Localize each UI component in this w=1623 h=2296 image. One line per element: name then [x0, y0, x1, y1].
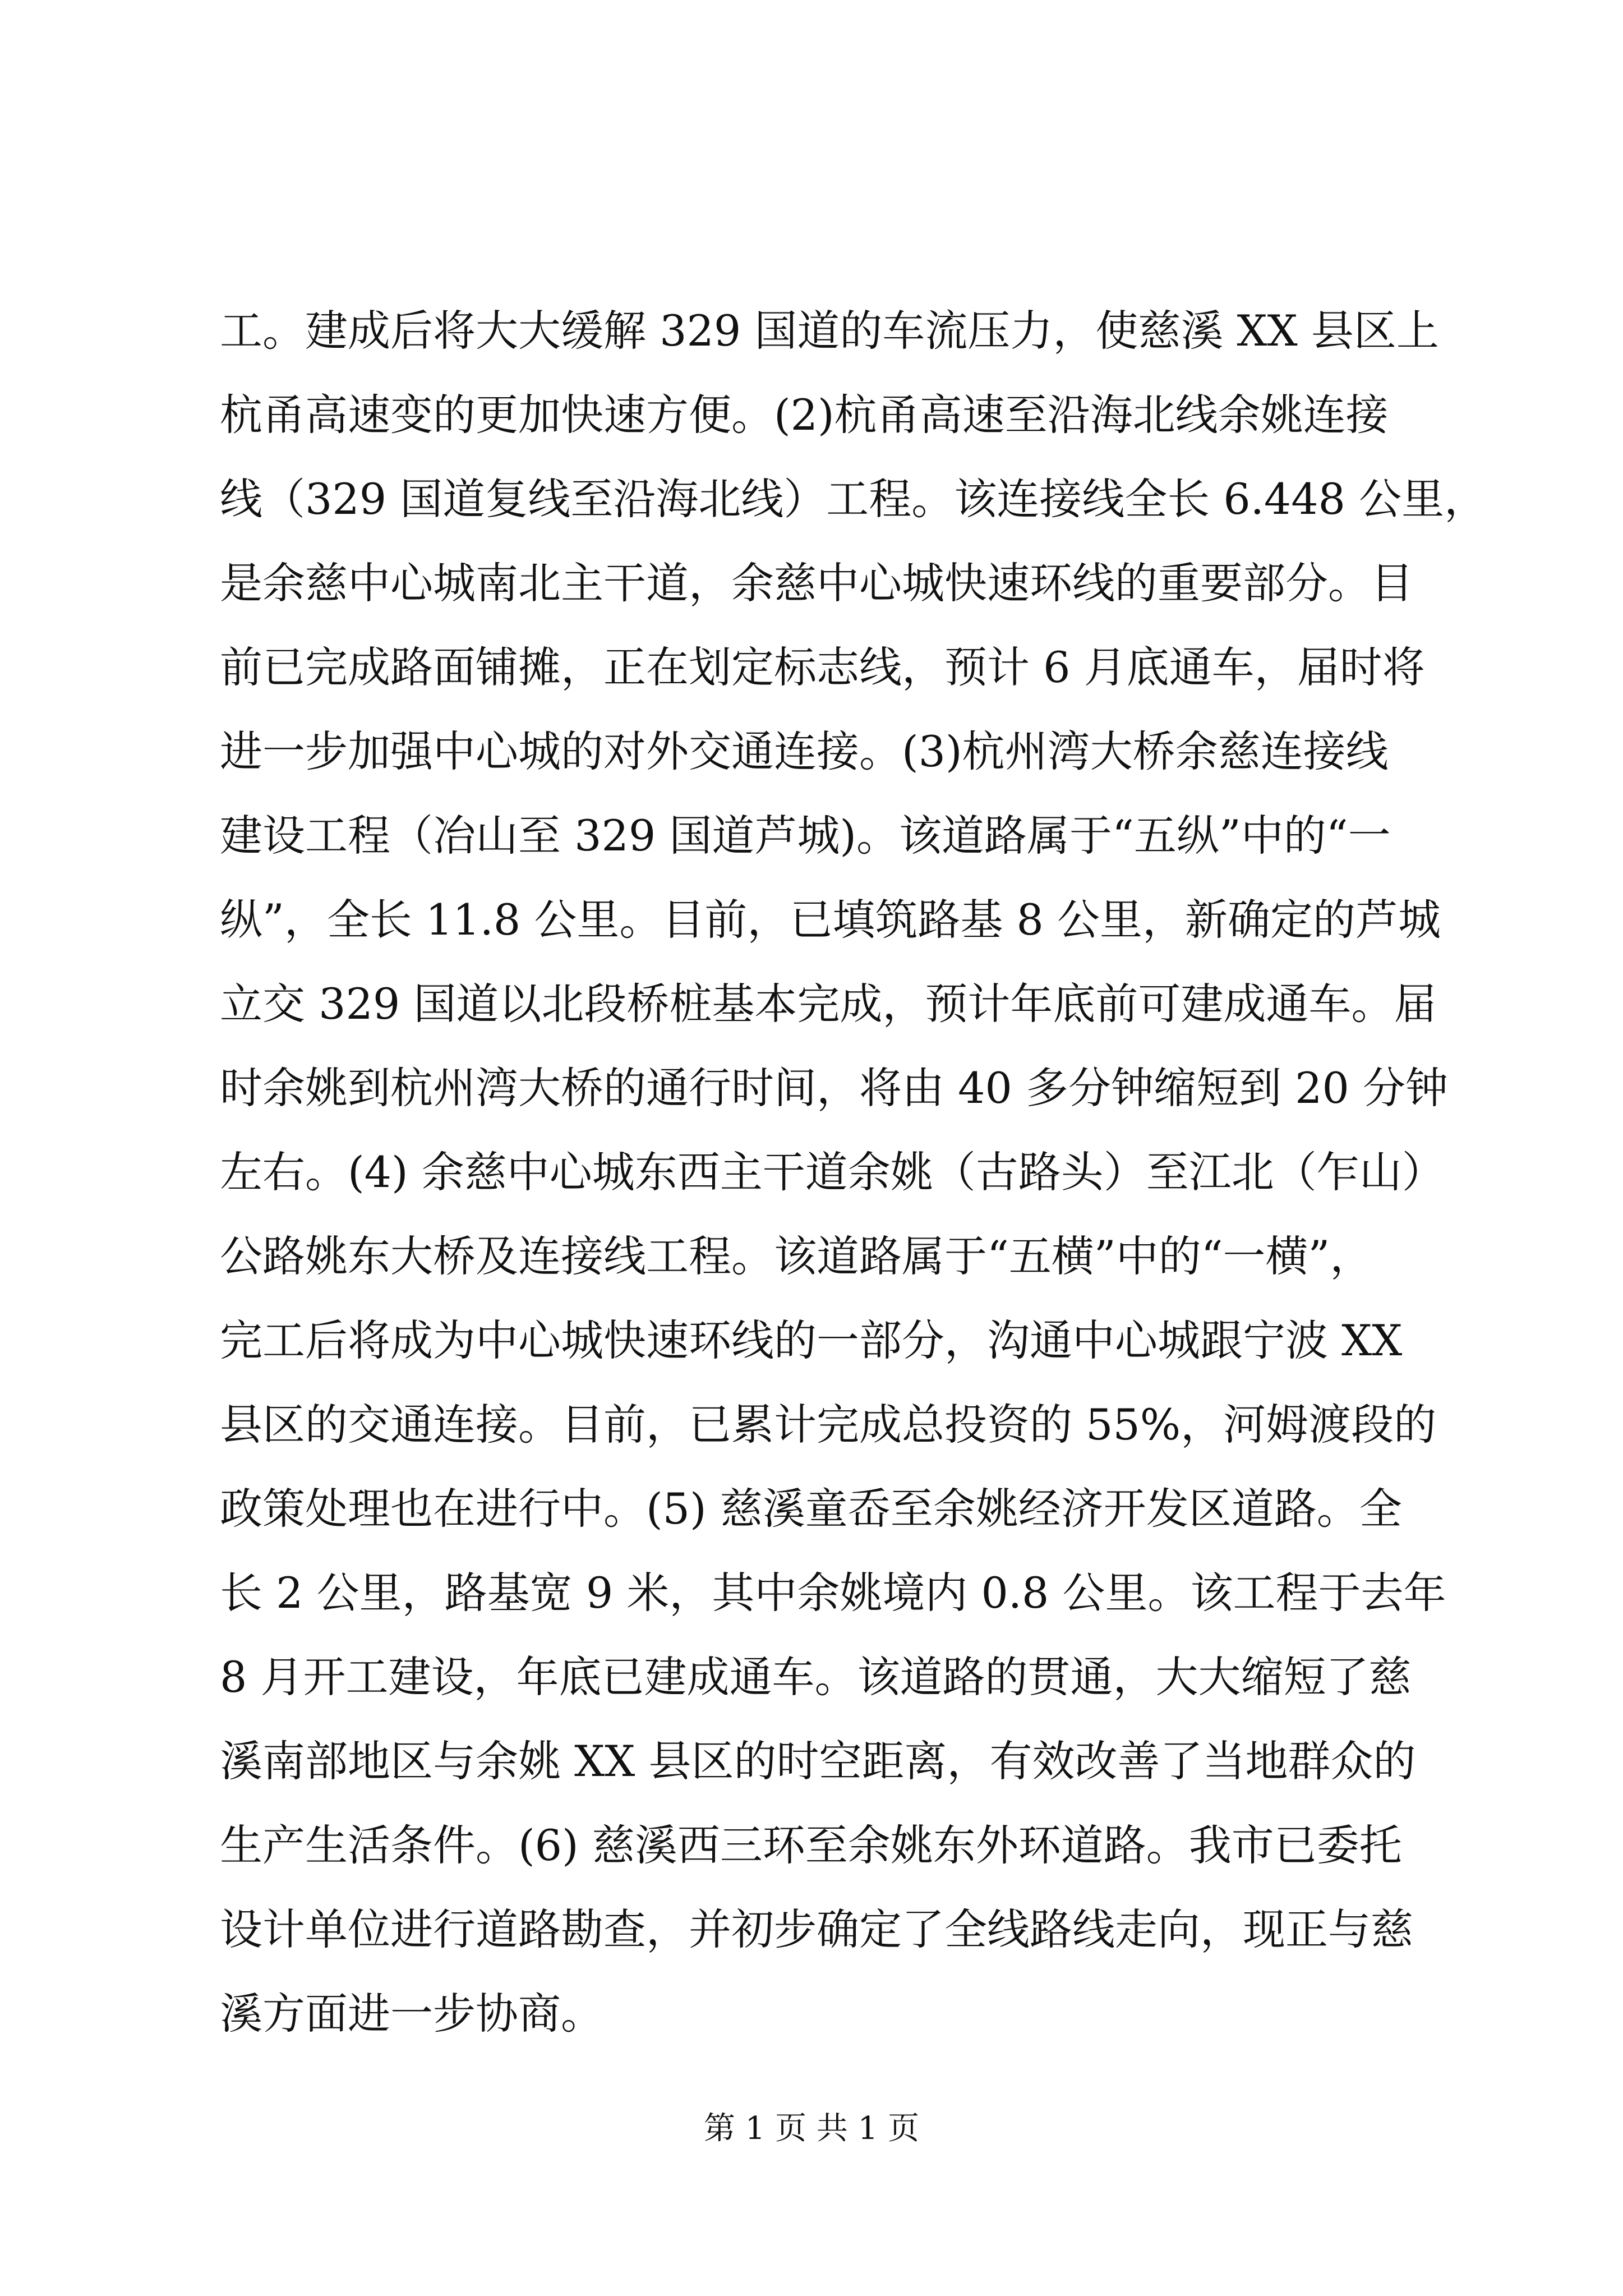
text-line: 是余慈中心城南北主干道，余慈中心城快速环线的重要部分。目	[220, 558, 1413, 608]
text-line: 公路姚东大桥及连接线工程。该道路属于“五横”中的“一横”，	[220, 1231, 1373, 1281]
text-line: 立交 329 国道以北段桥桩基本完成，预计年底前可建成通车。届	[220, 979, 1437, 1029]
text-line: 设计单位进行道路勘查，并初步确定了全线路线走向，现正与慈	[220, 1904, 1413, 1954]
text-line: 完工后将成为中心城快速环线的一部分，沟通中心城跟宁波 XX	[220, 1315, 1403, 1365]
text-line: 线（329 国道复线至沿海北线）工程。该连接线全长 6.448 公里，	[220, 474, 1487, 524]
text-line: 杭甬高速变的更加快速方便。(2)杭甬高速至沿海北线余姚连接	[220, 390, 1389, 440]
text-line: 生产生活条件。(6) 慈溪西三环至余姚东外环道路。我市已委托	[220, 1820, 1402, 1870]
text-line: 长 2 公里，路基宽 9 米，其中余姚境内 0.8 公里。该工程于去年	[220, 1568, 1446, 1618]
text-line: 前已完成路面铺摊，正在划定标志线，预计 6 月底通车，届时将	[220, 642, 1425, 692]
text-line: 建设工程（冶山至 329 国道芦城)。该道路属于“五纵”中的“一	[220, 811, 1391, 861]
text-line: 进一步加强中心城的对外交通连接。(3)杭州湾大桥余慈连接线	[220, 726, 1389, 776]
page-footer: 第 1 页 共 1 页	[703, 2110, 920, 2147]
text-line: 8 月开工建设，年底已建成通车。该道路的贯通，大大缩短了慈	[220, 1652, 1412, 1702]
text-line: 溪方面进一步协商。	[220, 1989, 603, 2039]
text-line: 左右。(4) 余慈中心城东西主干道余姚（古路头）至江北（乍山）	[220, 1147, 1445, 1197]
text-line: 溪南部地区与余姚 XX 县区的时空距离，有效改善了当地群众的	[220, 1736, 1416, 1786]
text-line: 纵”，全长 11.8 公里。目前，已填筑路基 8 公里，新确定的芦城	[220, 895, 1441, 945]
text-line: 政策处理也在进行中。(5) 慈溪童岙至余姚经济开发区道路。全	[220, 1484, 1402, 1534]
text-line: 时余姚到杭州湾大桥的通行时间，将由 40 多分钟缩短到 20 分钟	[220, 1063, 1449, 1113]
text-line: 县区的交通连接。目前，已累计完成总投资的 55%，河姆渡段的	[220, 1400, 1437, 1450]
text-line: 工。建成后将大大缓解 329 国道的车流压力，使慈溪 XX 县区上	[220, 306, 1439, 356]
